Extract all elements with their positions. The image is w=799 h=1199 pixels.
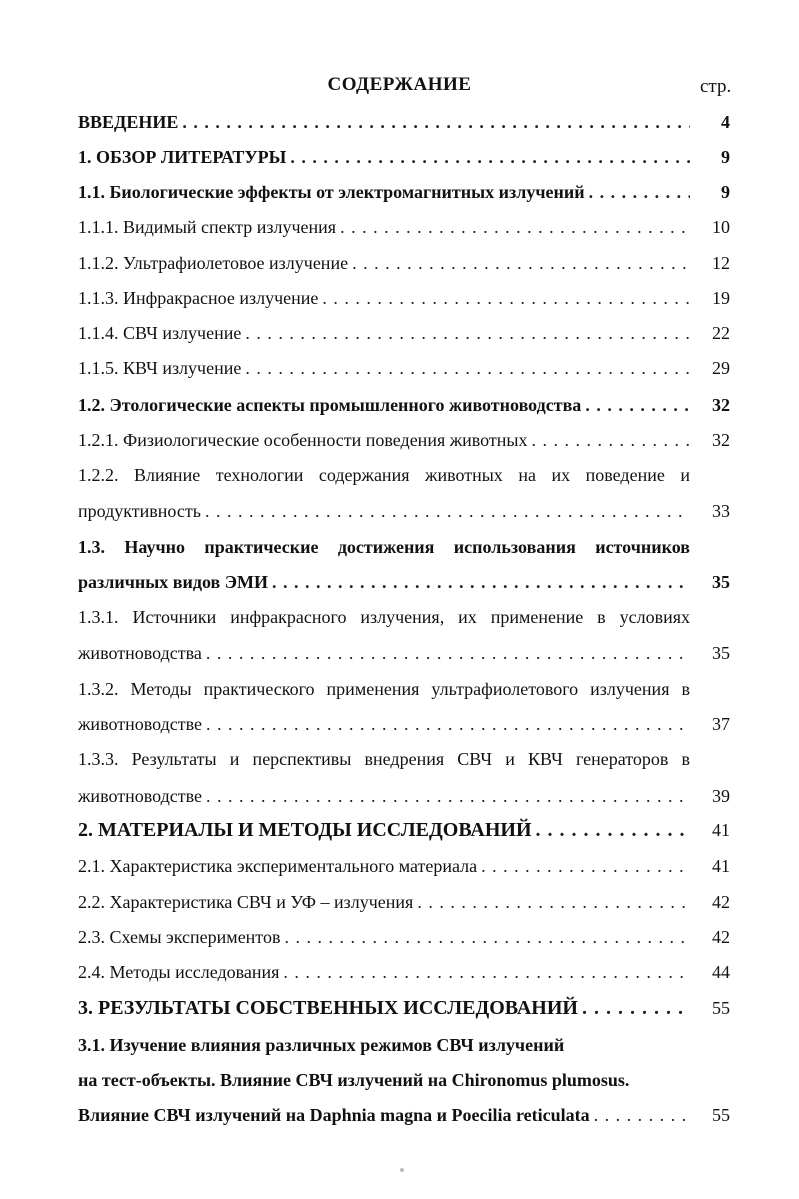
toc-entry-text: 1.1.3. Инфракрасное излучение bbox=[78, 288, 319, 308]
toc-entry-text: различных видов ЭМИ bbox=[78, 572, 268, 592]
toc-entry-page: 41 bbox=[712, 856, 730, 876]
toc-entry-text: 1.2. Этологические аспекты промышленного животноводства bbox=[78, 395, 582, 415]
toc-entry-text: животноводстве bbox=[78, 786, 202, 806]
toc-entry bbox=[78, 110, 730, 134]
dot-leader bbox=[536, 818, 690, 842]
toc-entry-page: 41 bbox=[712, 820, 730, 840]
toc-entry-text: 2.2. Характеристика СВЧ и УФ – излучения bbox=[78, 892, 414, 912]
toc-entry-page: 32 bbox=[712, 395, 730, 415]
toc-entry bbox=[78, 570, 730, 594]
toc-entry bbox=[78, 428, 730, 452]
toc-entry bbox=[78, 854, 730, 878]
toc-entry bbox=[78, 818, 730, 842]
toc-entry bbox=[78, 712, 730, 736]
toc-entry-text: 2. МАТЕРИАЛЫ И МЕТОДЫ ИССЛЕДОВАНИЙ bbox=[78, 819, 532, 841]
toc-entry-page: 55 bbox=[712, 1105, 730, 1125]
dot-leader bbox=[417, 890, 690, 914]
toc-entry-page: 35 bbox=[712, 572, 730, 592]
toc-entry-text: 1.2.1. Физиологические особенности поведения животных bbox=[78, 430, 528, 450]
toc-entry-page: 4 bbox=[721, 112, 730, 132]
dot-leader bbox=[481, 854, 690, 878]
toc-entry-page: 33 bbox=[712, 501, 730, 521]
toc-entry-page: 35 bbox=[712, 643, 730, 663]
toc-entry-page: 9 bbox=[721, 182, 730, 202]
toc-entry-text: 1. ОБЗОР ЛИТЕРАТУРЫ bbox=[78, 147, 287, 167]
dot-leader bbox=[205, 499, 690, 523]
toc-entry-page: 12 bbox=[712, 253, 730, 273]
toc-entry-page: 39 bbox=[712, 786, 730, 806]
toc-entry bbox=[78, 356, 730, 380]
toc-entry bbox=[78, 321, 730, 345]
toc-entry-line1: 3.1. Изучение влияния различных режимов СВЧ излучений bbox=[78, 1035, 565, 1055]
dot-leader bbox=[283, 960, 690, 984]
dot-leader bbox=[245, 356, 690, 380]
toc-entry-line1: 1.3.2. Методы практического применения ультрафиолетового излучения в bbox=[78, 679, 690, 699]
scan-speck bbox=[400, 1168, 404, 1172]
dot-leader bbox=[290, 145, 690, 169]
dot-leader bbox=[585, 393, 690, 417]
toc-entry-line1: 1.2.2. Влияние технологии содержания животных на их поведение и bbox=[78, 465, 690, 485]
toc-entry-text: продуктивность bbox=[78, 501, 201, 521]
toc-entry bbox=[78, 180, 730, 204]
toc-entry-text: Влияние СВЧ излучений на Daphnia magna и Poecilia reticulata bbox=[78, 1105, 590, 1125]
dot-leader bbox=[340, 215, 690, 239]
toc-entry-text: 1.1. Биологические эффекты от электромагнитных излучений bbox=[78, 182, 585, 202]
toc-title: СОДЕРЖАНИЕ bbox=[327, 74, 472, 95]
dot-leader bbox=[206, 641, 690, 665]
toc-entry-text: 2.1. Характеристика экспериментального материала bbox=[78, 856, 478, 876]
toc-entry-page: 42 bbox=[712, 927, 730, 947]
toc-entry-page: 42 bbox=[712, 892, 730, 912]
toc-entry-page: 22 bbox=[712, 323, 730, 343]
page-column-label: стр. bbox=[700, 76, 732, 97]
toc-entry-page: 29 bbox=[712, 358, 730, 378]
dot-leader bbox=[206, 784, 690, 808]
toc-entry-text: ВВЕДЕНИЕ bbox=[78, 112, 179, 132]
toc-entry-text: 1.1.2. Ультрафиолетовое излучение bbox=[78, 253, 349, 273]
toc-entry-text: животноводства bbox=[78, 643, 202, 663]
dot-leader bbox=[284, 925, 690, 949]
toc-entry-text: 1.1.4. СВЧ излучение bbox=[78, 323, 242, 343]
toc-entry-page: 10 bbox=[712, 217, 730, 237]
dot-leader bbox=[594, 1103, 690, 1127]
toc-entry bbox=[78, 145, 730, 169]
toc-entry-page: 37 bbox=[712, 714, 730, 734]
toc-entry bbox=[78, 1103, 730, 1127]
toc-entry bbox=[78, 393, 730, 417]
toc-entry-text: 2.3. Схемы экспериментов bbox=[78, 927, 281, 947]
toc-entry-line1: 1.3.1. Источники инфракрасного излучения, их применение в условиях bbox=[78, 607, 690, 627]
dot-leader bbox=[582, 996, 690, 1020]
toc-entry-text: 1.1.1. Видимый спектр излучения bbox=[78, 217, 337, 237]
toc-entry bbox=[78, 784, 730, 808]
dot-leader bbox=[245, 321, 690, 345]
toc-entry-page: 55 bbox=[712, 998, 730, 1018]
toc-entry bbox=[78, 251, 730, 275]
toc-entry bbox=[78, 960, 730, 984]
toc-entry-line2: на тест-объекты. Влияние СВЧ излучений на Chironomus plumosus. bbox=[78, 1070, 630, 1090]
dot-leader bbox=[532, 428, 690, 452]
toc-entry-page: 9 bbox=[721, 147, 730, 167]
dot-leader bbox=[206, 712, 690, 736]
dot-leader bbox=[589, 180, 690, 204]
toc-entry bbox=[78, 215, 730, 239]
toc-entry-text: животноводстве bbox=[78, 714, 202, 734]
toc-entry-text: 2.4. Методы исследования bbox=[78, 962, 280, 982]
dot-leader bbox=[182, 110, 690, 134]
dot-leader bbox=[352, 251, 690, 275]
toc-entry bbox=[78, 890, 730, 914]
toc-entry-line1: 1.3.3. Результаты и перспективы внедрения СВЧ и КВЧ генераторов в bbox=[78, 749, 690, 769]
toc-entry bbox=[78, 996, 730, 1020]
toc-entry bbox=[78, 499, 730, 523]
toc-entry-page: 32 bbox=[712, 430, 730, 450]
toc-entry-text: 3. РЕЗУЛЬТАТЫ СОБСТВЕННЫХ ИССЛЕДОВАНИЙ bbox=[78, 997, 578, 1019]
toc-entry-text: 1.1.5. КВЧ излучение bbox=[78, 358, 242, 378]
toc-entry-page: 19 bbox=[712, 288, 730, 308]
toc-entry bbox=[78, 925, 730, 949]
toc-entry bbox=[78, 286, 730, 310]
toc-entry bbox=[78, 641, 730, 665]
dot-leader bbox=[322, 286, 690, 310]
dot-leader bbox=[272, 570, 690, 594]
toc-entry-page: 44 bbox=[712, 962, 730, 982]
toc-entry-line1: 1.3. Научно практические достижения использования источников bbox=[78, 537, 690, 557]
